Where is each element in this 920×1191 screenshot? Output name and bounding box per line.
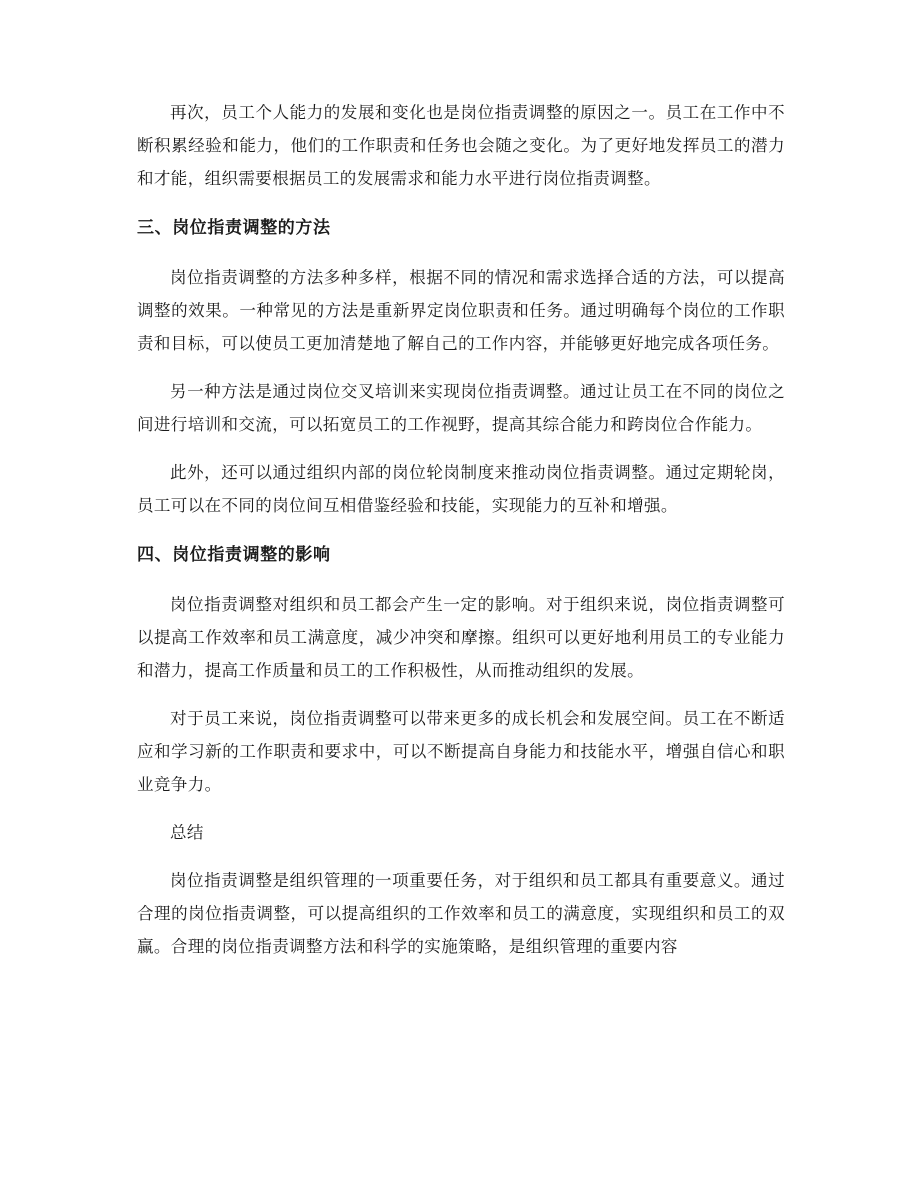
paragraph: 此外，还可以通过组织内部的岗位轮岗制度来推动岗位指责调整。通过定期轮岗，员工可以在不同的岗位间互相借鉴经验和技能，实现能力的互补和增强。 [137,463,785,515]
section-heading: 三、岗位指责调整的方法 [137,218,331,238]
document-body [137,96,785,963]
paragraph: 岗位指责调整的方法多种多样，根据不同的情况和需求选择合适的方法，可以提高调整的效果。一种常见的方法是重新界定岗位职责和任务。通过明确每个岗位的工作职责和目标，可以使员工更加清楚地了解自己的工作内容，并能够更好地完成各项任务。 [137,268,785,353]
section-heading: 四、岗位指责调整的影响 [137,545,331,565]
summary-label: 总结 [170,823,204,842]
paragraph: 另一种方法是通过岗位交叉培训来实现岗位指责调整。通过让员工在不同的岗位之间进行培训和交流，可以拓宽员工的工作视野，提高其综合能力和跨岗位合作能力。 [137,382,785,434]
paragraph: 岗位指责调整对组织和员工都会产生一定的影响。对于组织来说，岗位指责调整可以提高工作效率和员工满意度，减少冲突和摩擦。组织可以更好地利用员工的专业能力和潜力，提高工作质量和员工的工作积极性，从而推动组织的发展。 [137,595,785,680]
paragraph: 岗位指责调整是组织管理的一项重要任务，对于组织和员工都具有重要意义。通过合理的岗位指责调整，可以提高组织的工作效率和员工的满意度，实现组织和员工的双赢。合理的岗位指责调整方法和科学的实施策略，是组织管理的重要内容 [137,871,785,956]
paragraph: 再次，员工个人能力的发展和变化也是岗位指责调整的原因之一。员工在工作中不断积累经验和能力，他们的工作职责和任务也会随之变化。为了更好地发挥员工的潜力和才能，组织需要根据员工的发展需求和能力水平进行岗位指责调整。 [137,103,785,188]
paragraph: 对于员工来说，岗位指责调整可以带来更多的成长机会和发展空间。员工在不断适应和学习新的工作职责和要求中，可以不断提高自身能力和技能水平，增强自信心和职业竞争力。 [137,709,785,794]
